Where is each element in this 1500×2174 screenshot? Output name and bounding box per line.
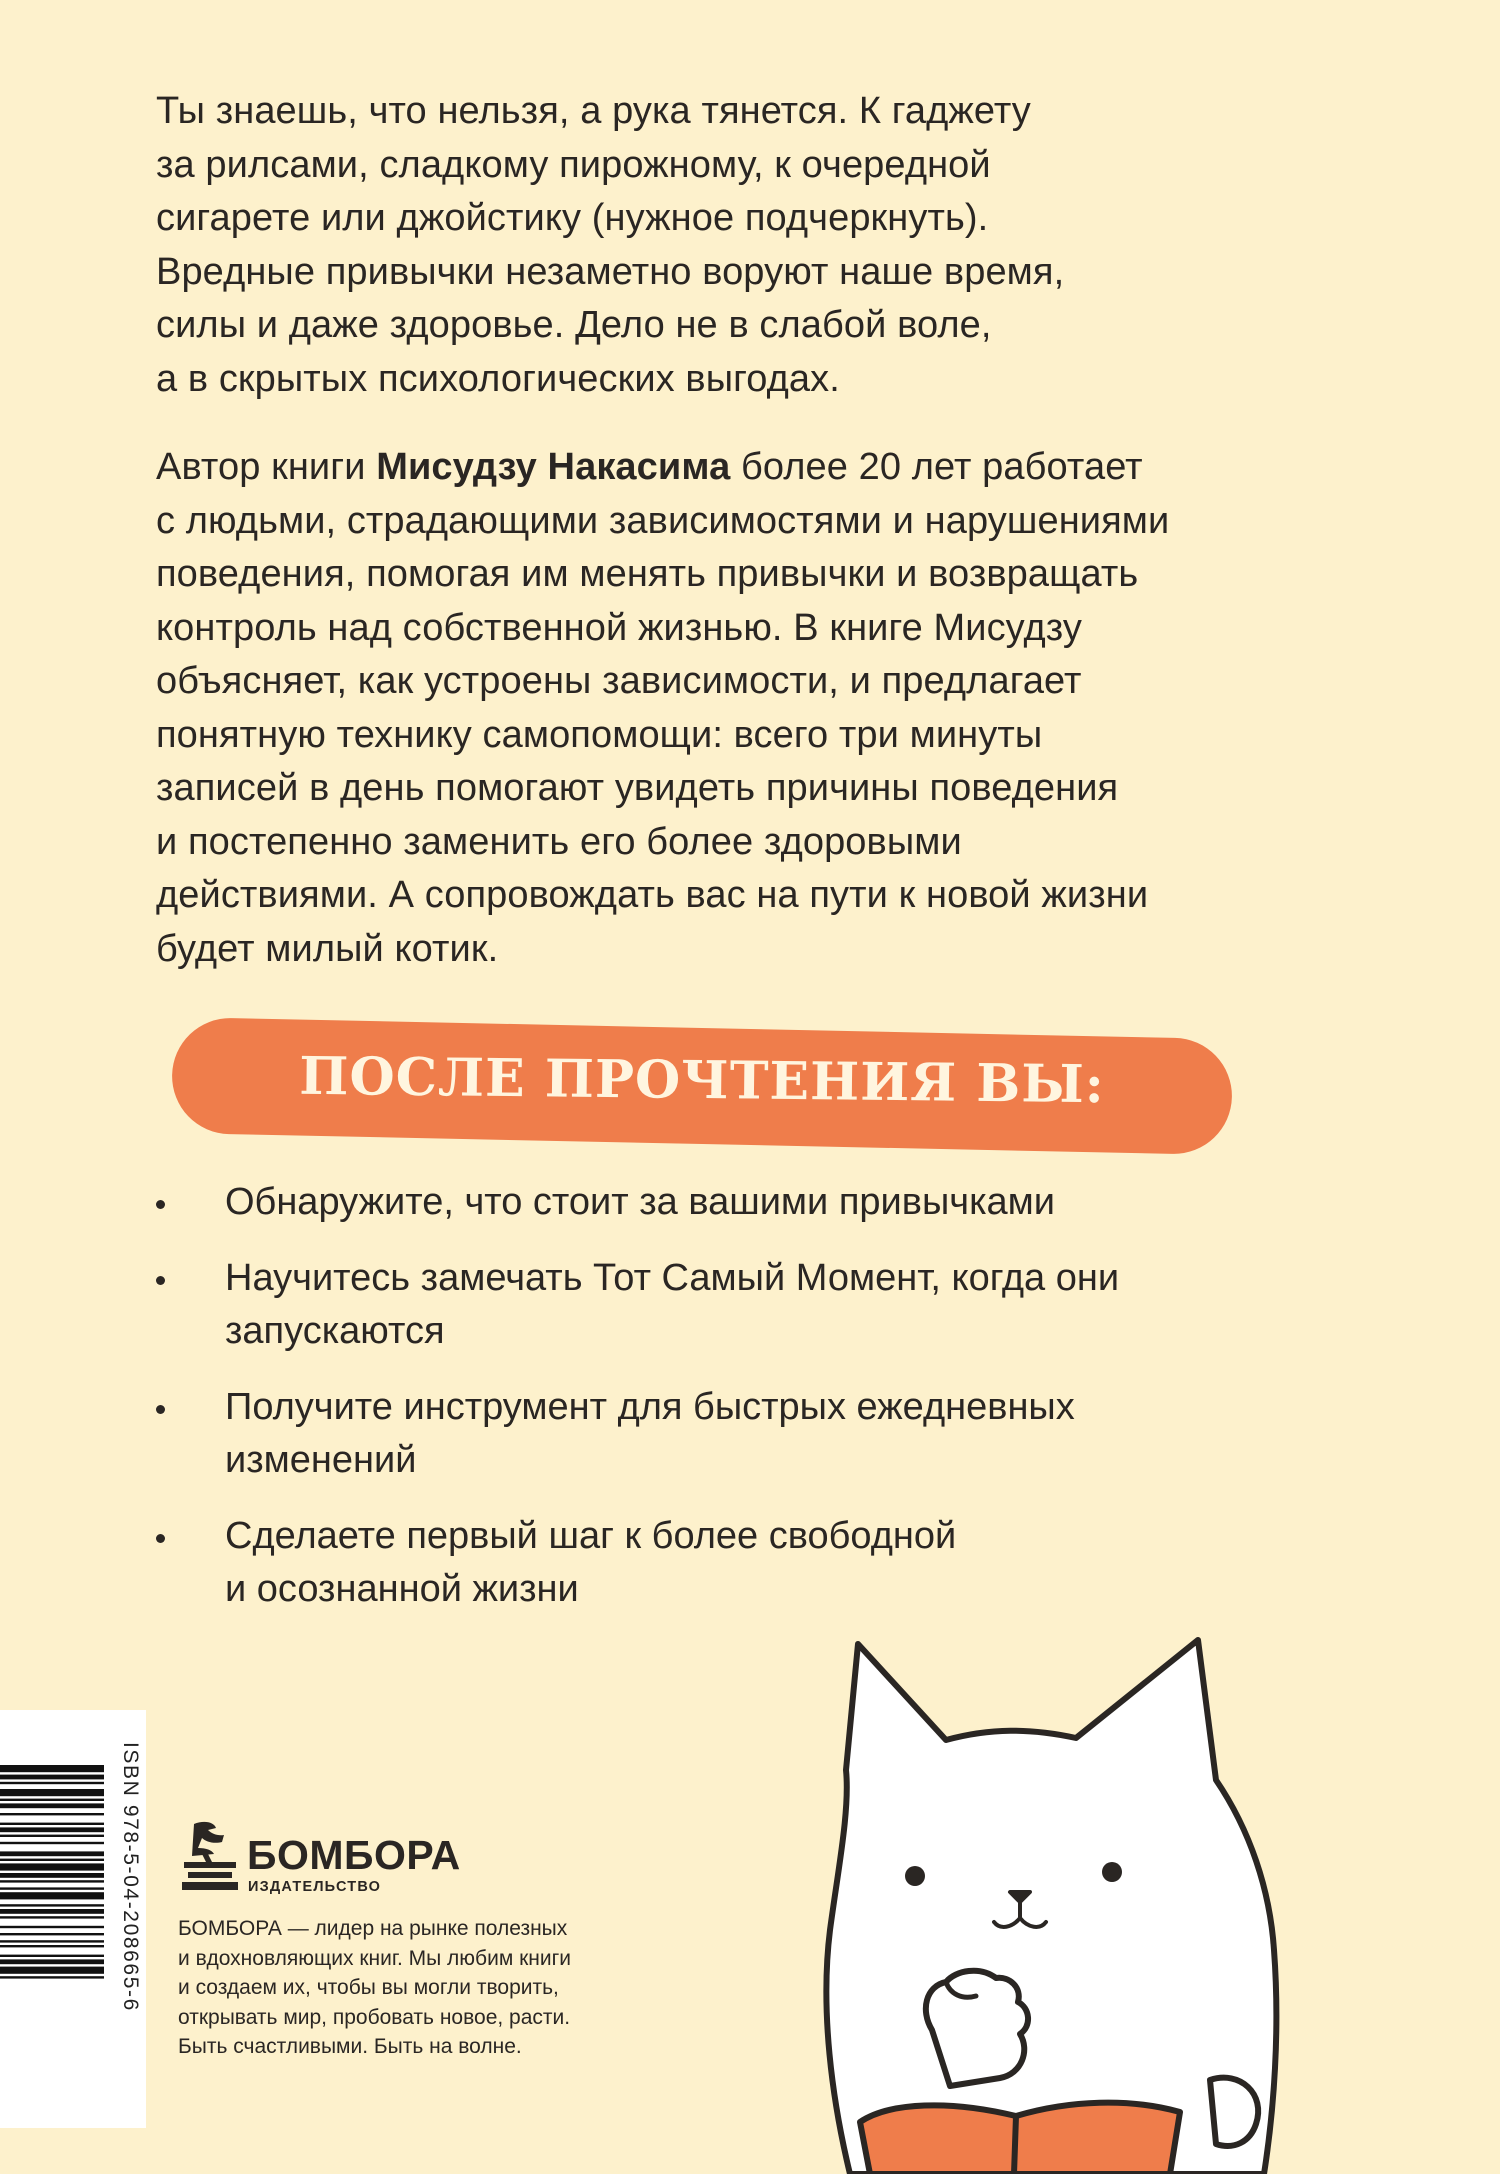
blurb-line: и создаем их, чтобы вы могли творить, bbox=[178, 1976, 559, 1999]
benefit-line: и осознанной жизни bbox=[225, 1568, 579, 1610]
author-line: понятную технику самопомощи: всего три минуты bbox=[156, 713, 1043, 756]
benefit-line: запускаются bbox=[225, 1310, 445, 1352]
list-item bbox=[156, 1252, 1119, 1358]
author-line: поведения, помогая им менять привычки и возвращать bbox=[156, 553, 1139, 595]
intro-line: силы и даже здоровье. Дело не в слабой воле, bbox=[156, 304, 992, 346]
benefit-text bbox=[225, 1176, 1119, 1229]
blurb-line: БОМБОРА — лидер на рынке полезных bbox=[178, 1917, 568, 1940]
author-name: Мисудзу Накасима bbox=[376, 446, 731, 488]
author-line: записей в день помогают увидеть причины поведения bbox=[156, 767, 1119, 809]
author-line: будет милый котик. bbox=[156, 927, 499, 970]
after-reading-banner bbox=[171, 1017, 1233, 1155]
intro-paragraph bbox=[156, 85, 1064, 406]
author-line bbox=[156, 441, 1169, 495]
benefit-line: Получите инструмент для быстрых ежедневных bbox=[225, 1386, 1075, 1428]
author-line: и постепенно заменить его более здоровыми bbox=[156, 820, 962, 863]
benefit-text bbox=[225, 1510, 1119, 1616]
bombora-logo-icon bbox=[178, 1818, 248, 1900]
author-intro-text: Автор книги bbox=[156, 446, 377, 488]
cat-illustration bbox=[650, 1630, 1500, 2174]
author-intro-tail: более 20 лет работает bbox=[730, 446, 1143, 488]
publisher-name: БОМБОРА bbox=[247, 1832, 461, 1878]
publisher-subtitle: ИЗДАТЕЛЬСТВО bbox=[248, 1879, 382, 1895]
blurb-line: и вдохновляющих книг. Мы любим книги bbox=[178, 1946, 571, 1970]
bullet-icon bbox=[156, 1405, 165, 1414]
benefit-line: Сделаете первый шаг к более свободной bbox=[225, 1515, 957, 1557]
barcode-icon bbox=[0, 1765, 104, 2065]
benefits-list bbox=[156, 1176, 1119, 1639]
cat-eye-icon bbox=[905, 1866, 925, 1886]
list-item bbox=[156, 1381, 1119, 1487]
bullet-icon bbox=[156, 1276, 165, 1285]
bullet-icon bbox=[156, 1534, 165, 1543]
blurb-line: открывать мир, пробовать новое, расти. bbox=[178, 2005, 571, 2029]
list-item bbox=[156, 1510, 1119, 1616]
intro-line: за рилсами, сладкому пирожному, к очередной bbox=[156, 143, 991, 186]
list-item bbox=[156, 1176, 1119, 1229]
banner-heading: ПОСЛЕ ПРОЧТЕНИЯ ВЫ: bbox=[298, 1045, 1106, 1116]
benefit-line: Научитесь замечать Тот Самый Момент, когда они bbox=[225, 1257, 1120, 1299]
intro-line: а в скрытых психологических выгодах. bbox=[156, 357, 840, 400]
author-paragraph bbox=[156, 441, 1169, 976]
benefit-text bbox=[225, 1381, 1119, 1487]
author-line: объясняет, как устроены зависимости, и предлагает bbox=[156, 660, 1082, 702]
author-line: с людьми, страдающими зависимостями и нарушениями bbox=[156, 499, 1170, 542]
publisher-blurb bbox=[178, 1914, 571, 2062]
author-line: контроль над собственной жизнью. В книге Мисудзу bbox=[156, 606, 1082, 649]
intro-line: Вредные привычки незаметно воруют наше время, bbox=[156, 250, 1065, 293]
intro-line: сигарете или джойстику (нужное подчеркнуть). bbox=[156, 197, 989, 239]
bullet-icon bbox=[156, 1200, 165, 1209]
cat-eye-icon bbox=[1102, 1862, 1122, 1882]
benefit-line: Обнаружите, что стоит за вашими привычками bbox=[225, 1181, 1056, 1223]
blurb-line: Быть счастливыми. Быть на волне. bbox=[178, 2035, 522, 2058]
intro-line: Ты знаешь, что нельзя, а рука тянется. К гаджету bbox=[156, 90, 1031, 132]
author-line: действиями. А сопровождать вас на пути к новой жизни bbox=[156, 874, 1149, 916]
benefit-line: изменений bbox=[225, 1439, 417, 1481]
isbn-number: ISBN 978-5-04-208665-6 bbox=[119, 1742, 142, 2012]
benefit-text bbox=[225, 1252, 1119, 1358]
